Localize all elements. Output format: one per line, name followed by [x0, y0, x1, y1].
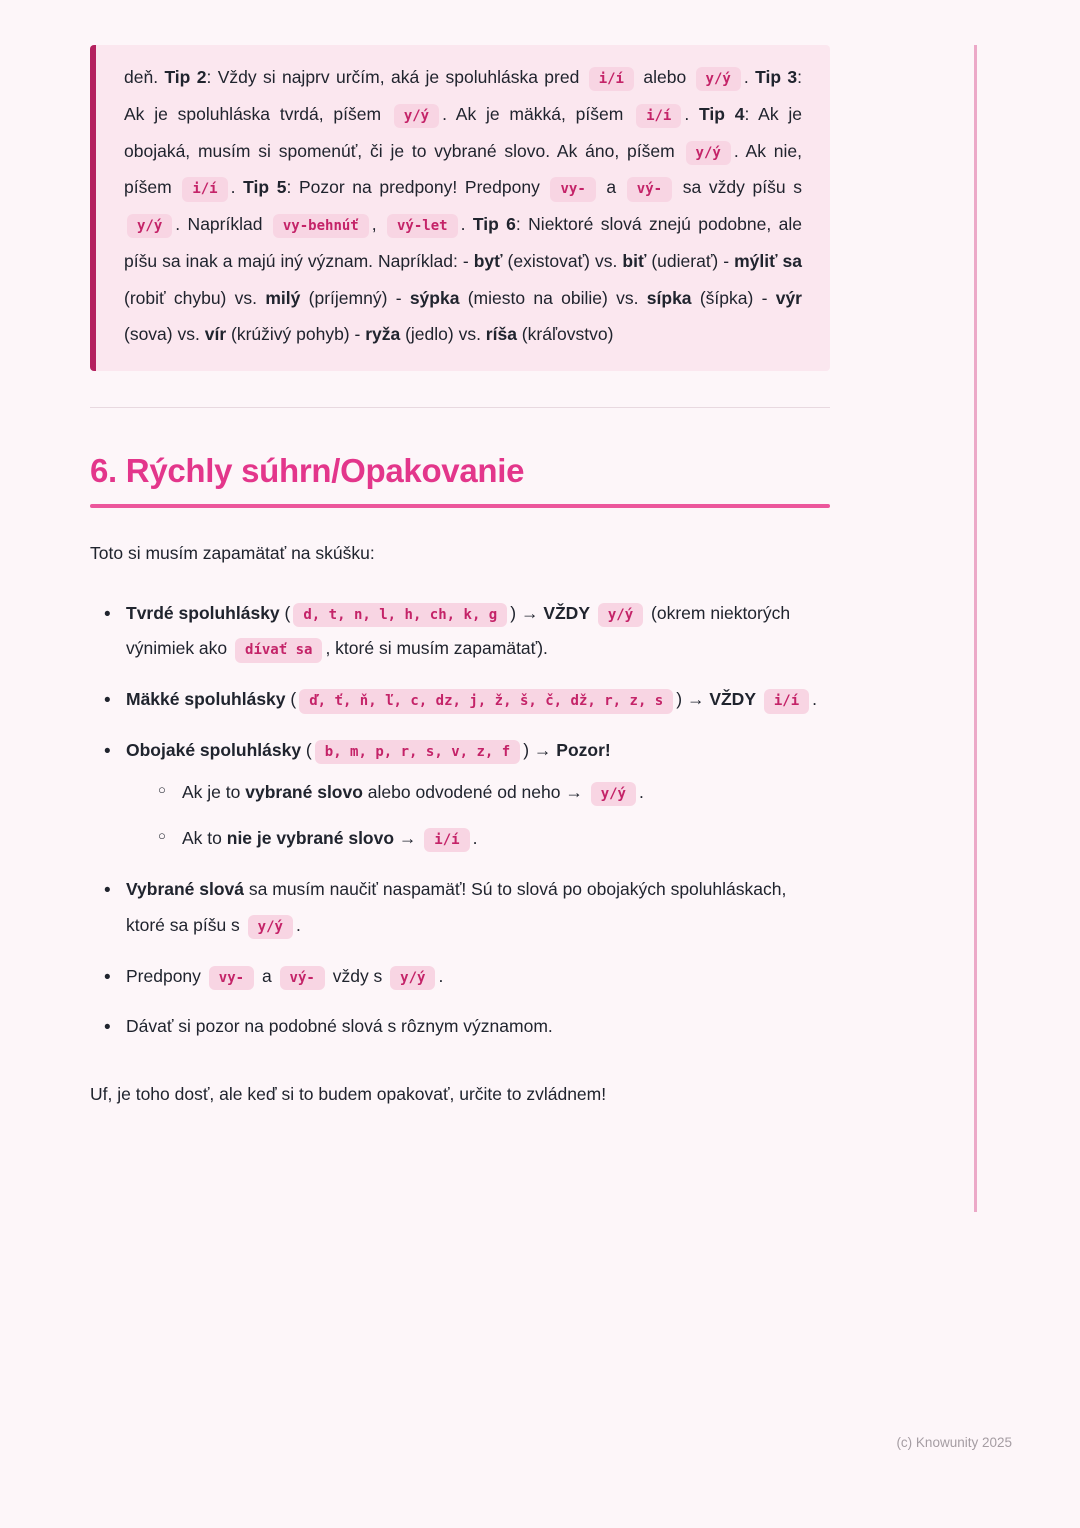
sub-list: [126, 775, 830, 857]
tips-callout: [90, 45, 830, 371]
bold-text: VŽDY: [543, 602, 590, 623]
code-badge: vy-: [550, 177, 595, 201]
code-badge: dívať sa: [235, 638, 322, 662]
code-badge: ď, ť, ň, ľ, c, dz, j, ž, š, č, dž, r, z, s: [299, 689, 673, 713]
bold-text: Mäkké spoluhlásky: [126, 689, 286, 710]
sub-list-item-text: Ak je to vybrané slovo alebo odvodené od neho → y/ý .: [182, 782, 644, 802]
code-badge: vy-behnúť: [273, 214, 369, 238]
summary-outro: Uf, je toho dosť, ale keď si to budem opakovať, určite to zvládnem!: [90, 1084, 607, 1105]
copyright: (c) Knowunity 2025: [896, 1435, 1012, 1450]
list-item: [104, 596, 830, 668]
code-badge: y/ý: [696, 67, 741, 91]
list-item-text: Predpony vy- a vý- vždy s y/ý .: [126, 966, 443, 986]
code-badge: vý-let: [387, 214, 458, 238]
sub-list-item: [158, 775, 830, 811]
bold-text: nie je vybrané slovo: [226, 827, 395, 848]
heading-underline: [90, 504, 830, 508]
code-badge: i/í: [424, 828, 469, 852]
code-badge: vý-: [280, 966, 325, 990]
list-item: [104, 733, 830, 857]
bold-text: sýpka: [409, 287, 460, 308]
bold-text: VŽDY: [709, 689, 756, 710]
list-item: [104, 1009, 830, 1045]
code-badge: y/ý: [686, 141, 731, 165]
code-badge: d, t, n, l, h, ch, k, g: [293, 603, 507, 627]
code-badge: y/ý: [394, 104, 439, 128]
code-badge: y/ý: [591, 782, 636, 806]
list-item-text: Obojaké spoluhlásky ( b, m, p, r, s, v, z, f ) → Pozor!: [126, 740, 611, 760]
summary-list: [90, 596, 830, 1046]
page-edge-line: [974, 45, 977, 1212]
bold-text: ríša: [485, 324, 517, 345]
list-item-text: Tvrdé spoluhlásky ( d, t, n, l, h, ch, k, g ) → VŽDY y/ý (okrem niektorých výnimiek ako dívať sa , ktoré si musím zapamätať).: [126, 603, 790, 659]
code-badge: y/ý: [127, 214, 172, 238]
page-content: [90, 45, 830, 1111]
bold-text: výr: [775, 287, 802, 308]
list-item-text: Mäkké spoluhlásky ( ď, ť, ň, ľ, c, dz, j, ž, š, č, dž, r, z, s ) → VŽDY i/í .: [126, 689, 817, 709]
bold-text: Tvrdé spoluhlásky: [126, 602, 280, 623]
summary-intro: Toto si musím zapamätať na skúšku:: [90, 543, 375, 563]
bold-text: biť: [622, 250, 647, 271]
code-badge: b, m, p, r, s, v, z, f: [315, 740, 520, 764]
bold-text: Tip 4: [699, 103, 745, 124]
list-item: [104, 959, 830, 995]
bold-text: sípka: [646, 287, 692, 308]
bold-text: Vybrané slová: [126, 878, 245, 899]
code-badge: vý-: [627, 177, 672, 201]
bold-text: Pozor!: [556, 740, 611, 761]
sub-list-item: [158, 821, 830, 857]
bold-text: byť: [473, 250, 503, 271]
code-badge: i/í: [764, 689, 809, 713]
sub-list-item-text: Ak to nie je vybrané slovo → i/í .: [182, 828, 477, 848]
list-item-text: Dávať si pozor na podobné slová s rôznym významom.: [126, 1016, 553, 1037]
bold-text: mýliť sa: [734, 250, 803, 271]
code-badge: i/í: [636, 104, 681, 128]
list-item-text: Vybrané slová sa musím naučiť naspamäť! Sú to slová po obojakých spoluhláskach, ktoré sa píšu s y/ý .: [126, 879, 786, 935]
code-badge: vy-: [209, 966, 254, 990]
code-badge: y/ý: [390, 966, 435, 990]
code-badge: y/ý: [248, 915, 293, 939]
bold-text: Obojaké spoluhlásky: [126, 740, 302, 761]
tips-text: deň. Tip 2: Vždy si najprv určím, aká je spoluhláska pred i/í alebo y/ý . Tip 3: Ak je spoluhláska tvrdá, píšem y/ý . Ak je mäkká, píšem i/í . Tip 4: Ak je obojaká, musím si spomenúť, či je to vybrané slovo. Ak áno, píšem y/ý . Ak nie, píšem i/í . Tip 5: Pozor na predpony! Predpony vy- a vý- sa vždy píšu s y/ý . Napríklad vy-behnúť , vý-let . Tip 6: Niektoré slová znejú podobne, ale píšu sa inak a majú iný význam. Napríklad: - byť (existovať) vs. biť (udierať) - mýliť sa (robiť chybu) vs. milý (príjemný) - sýpka (miesto na obilie) vs. sípka (šípka) - výr (sova) vs. vír (krúživý pohyb) - ryža (jedlo) vs. ríša (kráľovstvo): [124, 67, 803, 345]
code-badge: i/í: [589, 67, 634, 91]
bold-text: vír: [204, 324, 227, 345]
section-divider: [90, 407, 830, 408]
bold-text: Tip 6: [472, 214, 516, 234]
bold-text: milý: [265, 287, 301, 308]
section-heading: 6. Rýchly súhrn/Opakovanie: [90, 452, 525, 489]
bold-text: ryža: [365, 324, 401, 345]
bold-text: Tip 2: [164, 67, 207, 87]
bold-text: vybrané slovo: [245, 782, 363, 802]
list-item: [104, 682, 830, 718]
code-badge: y/ý: [598, 603, 643, 627]
bold-text: Tip 5: [243, 177, 287, 198]
code-badge: i/í: [182, 177, 227, 201]
bold-text: Tip 3: [755, 67, 798, 87]
list-item: [104, 872, 830, 944]
